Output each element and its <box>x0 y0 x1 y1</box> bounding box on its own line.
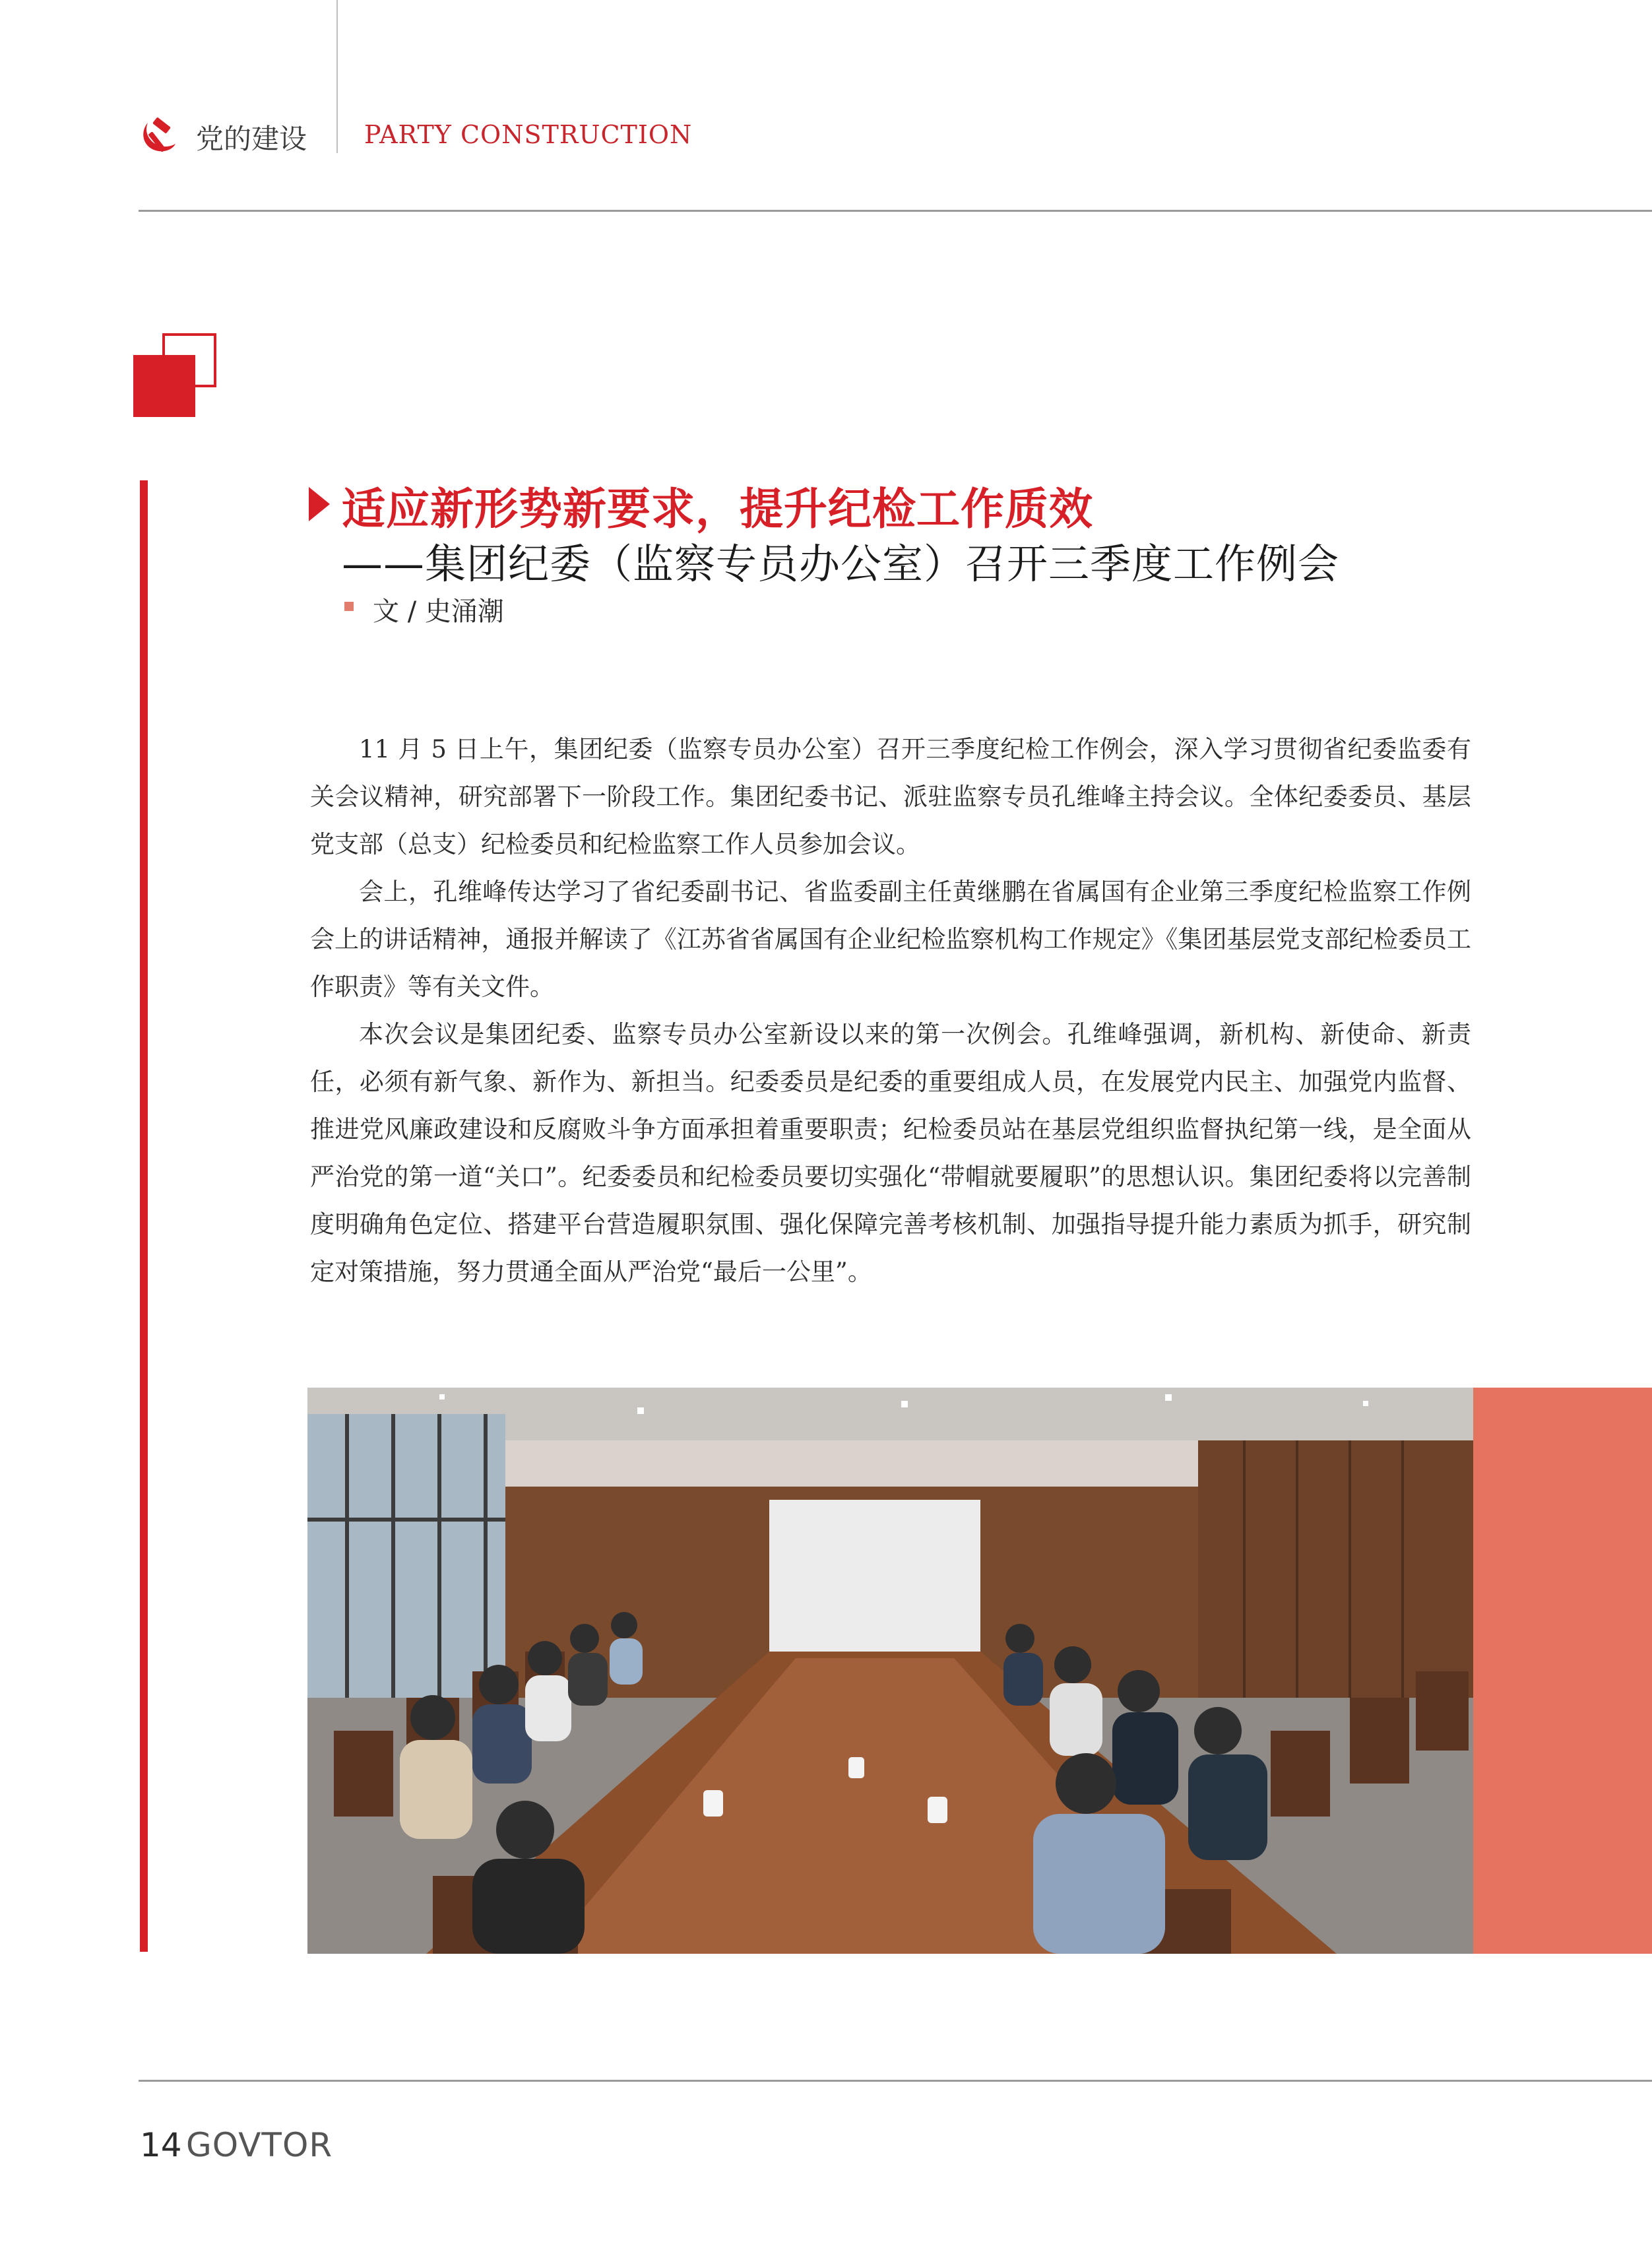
article-byline: 文 / 史涌潮 <box>373 596 504 627</box>
article-body <box>310 726 1471 1296</box>
meeting-photo <box>307 1388 1473 1954</box>
title-arrow-icon <box>309 487 330 521</box>
section-title-en: PARTY CONSTRUCTION <box>364 120 693 149</box>
article-title: 适应新形势新要求，提升纪检工作质效 <box>342 484 1093 534</box>
decorative-square-outline <box>162 333 216 387</box>
article-subtitle: ——集团纪委（监察专员办公室）召开三季度工作例会 <box>342 540 1340 588</box>
body-paragraph: 会上，孔维峰传达学习了省纪委副书记、省监委副主任黄继鹏在省属国有企业第三季度纪检监察工作例会上的讲话精神，通报并解读了《江苏省省属国有企业纪检监察机构工作规定》《集团基层党支部纪检委员工作职责》等有关文件。 <box>310 878 1471 1001</box>
left-accent-bar <box>140 480 148 1952</box>
magazine-logo: GOVTOR <box>186 2126 333 2164</box>
byline-marker-icon <box>344 602 354 611</box>
header-rule <box>139 210 1652 212</box>
body-paragraph: 本次会议是集团纪委、监察专员办公室新设以来的第一次例会。孔维峰强调，新机构、新使命、新责任，必须有新气象、新作为、新担当。纪委委员是纪委的重要组成人员，在发展党内民主、加强党内监督、推进党风廉政建设和反腐败斗争方面承担着重要职责；纪检委员站在基层党组织监督执纪第一线，是全面从严治党的第一道“关口”。纪委委员和纪检委员要切实强化“带帽就要履职”的思想认识。集团纪委将以完善制度明确角色定位、搭建平台营造履职氛围、强化保障完善考核机制、加强指导提升能力素质为抓手，研究制定对策措施，努力贯通全面从严治党“最后一公里”。 <box>310 1020 1471 1286</box>
hammer-sickle-icon <box>139 116 179 157</box>
page-number: 14 <box>140 2126 182 2164</box>
header-divider <box>336 0 338 153</box>
footer-rule <box>139 2080 1652 2082</box>
body-paragraph: 11 月 5 日上午，集团纪委（监察专员办公室）召开三季度纪检工作例会，深入学习贯彻省纪委监委有关会议精神，研究部署下一阶段工作。集团纪委书记、派驻监察专员孔维峰主持会议。全体纪委委员、基层党支部（总支）纪检委员和纪检监察工作人员参加会议。 <box>310 735 1471 858</box>
photo-accent-block <box>1473 1388 1652 1954</box>
section-title-zh: 党的建设 <box>196 123 307 155</box>
